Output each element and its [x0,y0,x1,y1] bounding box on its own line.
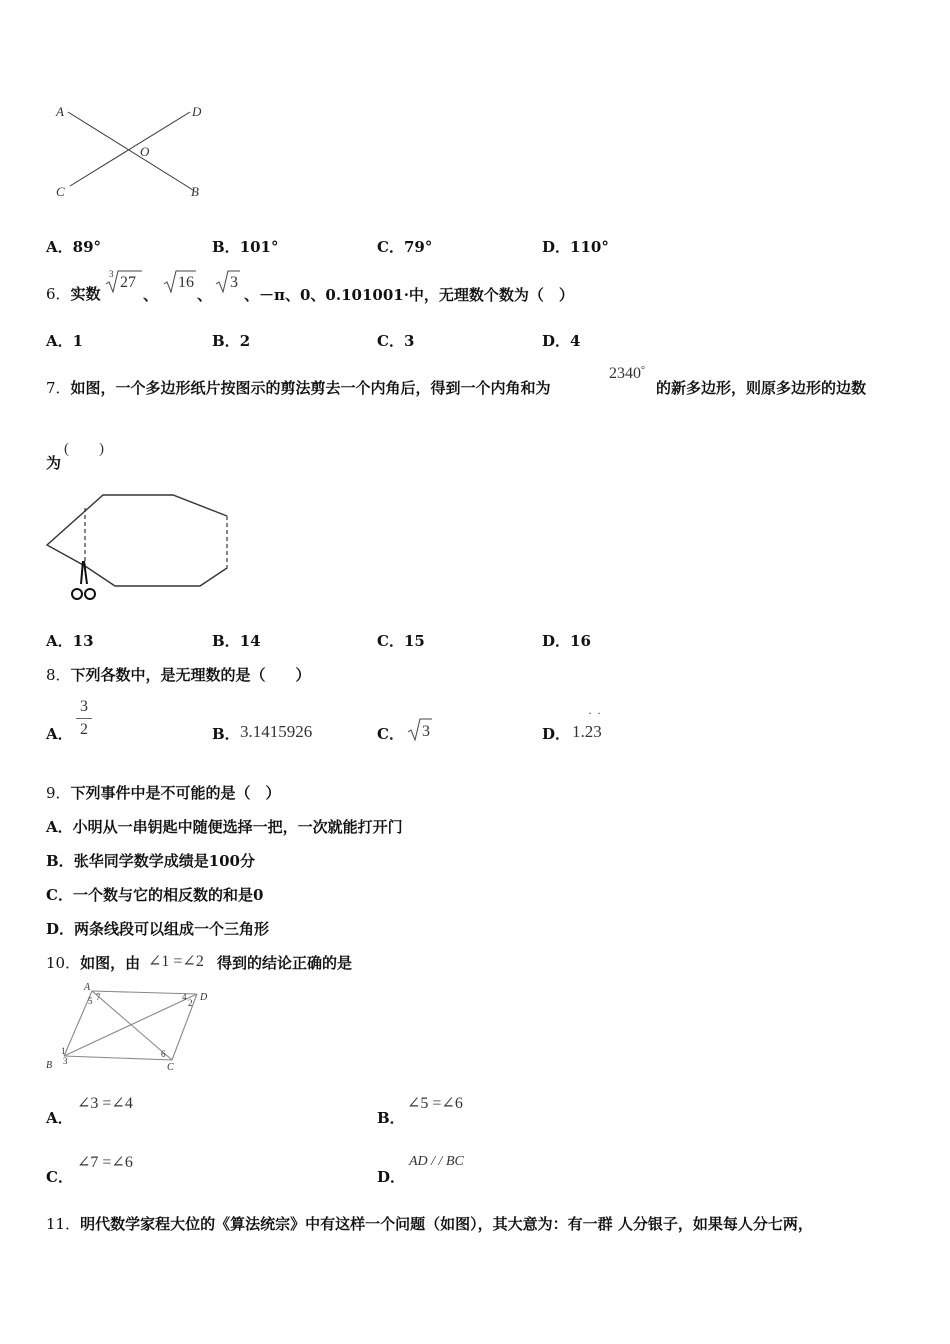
option-letter: C． [377,238,404,256]
q8-stem [46,664,311,685]
line-cd [70,112,190,186]
denominator: 2 [80,721,88,738]
option-text: 1 [72,332,84,350]
label-c: C [56,184,65,199]
q8-option-b-value: 3.1415926 [240,722,313,741]
q10-option-c-letter: C． [46,1168,73,1186]
q7-option-b [212,630,261,651]
radicand: 3 [230,274,238,291]
q10-option-d-text: AD / / BC [409,1154,464,1169]
q9-stem [46,782,281,803]
radicand: 16 [178,274,194,291]
question-number: 7． [46,379,71,397]
decimal-value: 1.23 [572,722,602,741]
angle-4: 4 [182,992,187,1002]
q11-stem [46,1213,813,1234]
option-text: 张华同学数学成绩是100分 [73,852,255,870]
q6-option-b [212,330,250,351]
angle-1: 1 [61,1046,66,1056]
q8-option-d-repeating-decimal [572,722,602,742]
option-letter: B． [46,852,74,870]
radicand: 3 [422,723,430,740]
q10-condition: ∠1 =∠2 [148,953,204,970]
q10-option-b-text: ∠5 =∠6 [407,1095,463,1112]
q9-option-d [46,918,269,939]
q10-option-a-text: ∠3 =∠4 [77,1095,133,1112]
q5-option-a [46,236,101,257]
angle-5: 5 [88,996,93,1006]
option-letter: C． [377,632,404,650]
angle-7: 7 [96,992,101,1002]
q10-stem-start [46,952,140,973]
q10-option-c-text: ∠7 =∠6 [77,1154,133,1171]
q7-paren: ( ) [64,441,104,457]
q9-option-b [46,850,255,871]
q9-text: 下列事件中是不可能的是（ ） [70,784,281,802]
q8-option-a-letter: A． [46,725,73,743]
option-text: 2 [239,332,251,350]
q8-text: 下列各数中，是无理数的是（ ） [70,666,311,684]
option-letter: B． [212,632,240,650]
label-a: A [56,104,64,119]
q5-option-c [377,236,432,257]
angle-6: 6 [161,1049,166,1059]
option-letter: D． [542,238,571,256]
root-index: 3 [109,269,114,279]
q8-option-c-letter: C． [377,725,404,743]
label-d: D [200,992,208,1003]
label-o: O [140,144,150,159]
option-text: 110° [570,238,609,256]
q6-rest: 、－π、0、0.101001·中，无理数个数为（ ） [244,286,574,304]
option-text: 两条线段可以组成一个三角形 [74,920,270,938]
option-text: 14 [239,632,261,650]
q6-stem [46,283,101,304]
q7-polygon-scissors-figure [40,486,236,604]
q7-option-d [542,630,591,651]
option-text: 一个数与它的相反数的和是0 [72,886,264,904]
option-letter: A． [46,818,73,836]
q5-option-d [542,236,609,257]
option-text: 15 [403,632,425,650]
option-text: 89° [72,238,102,256]
scissors-icon [72,561,95,599]
label-d: D [192,104,202,119]
label-c: C [167,1062,174,1073]
q7-angle-sum [609,365,645,383]
q10-text1: 如图，由 [80,954,141,972]
option-letter: A． [46,238,73,256]
q10-option-d-letter: D． [377,1168,406,1186]
label-b: B [46,1060,53,1071]
diagonal-ac [92,991,172,1060]
q6-option-d [542,330,580,351]
q6-sep1: 、 [143,286,159,304]
q10-text2: 得到的结论正确的是 [217,954,353,972]
option-letter: B． [212,332,240,350]
line-ab [68,112,193,190]
q7-option-a [46,630,94,651]
option-text: 4 [570,332,581,350]
q6-sep2: 、 [197,286,213,304]
angle-3: 3 [63,1056,68,1066]
question-number: 11． [46,1215,81,1233]
question-number: 10． [46,954,81,972]
option-letter: D． [542,632,571,650]
q9-option-c [46,884,263,905]
q7-text2: 的新多边形，则原多边形的边数 [656,379,867,397]
option-letter: A． [46,332,73,350]
q8-option-d-repeat-dots: · · [588,706,602,720]
option-letter: A． [46,632,73,650]
option-text: 79° [403,238,433,256]
question-number: 9． [46,784,71,802]
q8-option-a-fraction [76,696,92,741]
option-letter: D． [46,920,75,938]
option-letter: C． [377,332,404,350]
q9-option-a [46,816,403,837]
option-text: 3 [403,332,415,350]
radicand: 27 [120,274,136,291]
label-a: A [84,982,91,993]
question-number: 8． [46,666,71,684]
q8-option-c-sqrt-3 [406,716,434,742]
option-text: 小明从一串钥匙中随便选择一把，一次就能打开门 [72,818,403,836]
option-text: 101° [239,238,279,256]
option-letter: B． [212,238,240,256]
q5-option-b [212,236,279,257]
q7-option-c [377,630,425,651]
q11-text: 明代数学家程大位的《算法统宗》中有这样一个问题（如图），其大意为：有一群 人分银子，如果每人分七两， [80,1215,813,1233]
q6-option-c [377,330,414,351]
q10-option-a-letter: A． [46,1109,73,1127]
q10-quadrilateral-figure [42,980,214,1076]
angle-sum-value: 2340 [609,365,641,382]
question-number: 6． [46,285,71,303]
q5-intersecting-lines-figure [50,98,220,208]
q6-option-a [46,330,83,351]
degree-sign: ° [641,365,645,376]
numerator: 3 [80,698,88,715]
side-bc [64,1056,172,1060]
option-text: 13 [72,632,94,650]
q6-cube-root-27 [104,268,144,294]
q6-sqrt-16 [162,268,198,294]
q6-sqrt-3 [214,268,242,294]
q7-text1: 如图，一个多边形纸片按图示的剪法剪去一个内角后，得到一个内角和为 [70,379,551,397]
q8-option-d-letter: D． [542,725,571,743]
polygon-outline [47,495,227,586]
q7-stem-line1 [46,377,551,398]
label-b: B [191,184,199,199]
q6-pre: 实数 [70,285,101,303]
angle-2: 2 [188,998,193,1008]
q10-option-b-letter: B． [377,1109,405,1127]
option-text: 16 [570,632,591,650]
q7-text3: 为 [46,454,62,472]
option-letter: C． [46,886,73,904]
option-letter: D． [542,332,571,350]
q8-option-b-letter: B． [212,725,240,743]
